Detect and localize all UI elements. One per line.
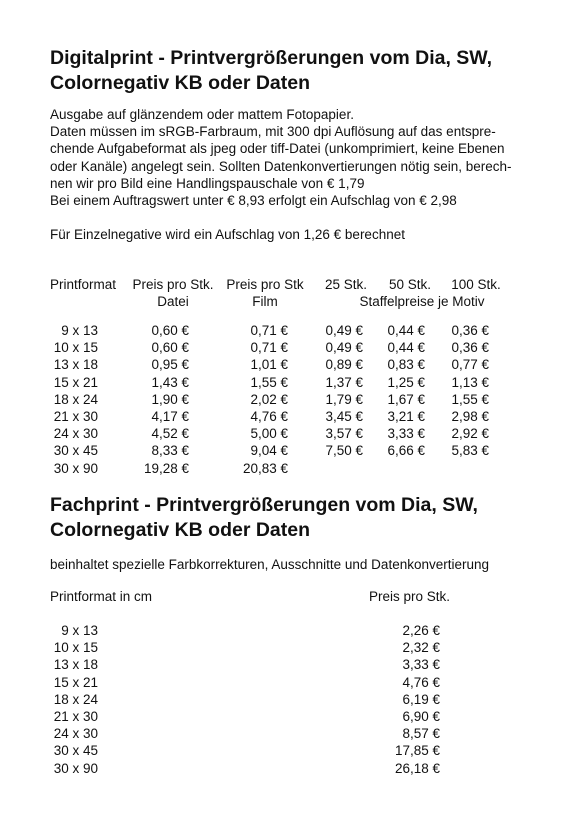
row-price-25: 0,49 € xyxy=(325,323,363,338)
fach-row-format: 10 x 15 xyxy=(53,640,98,656)
row-format: 21 x 30 xyxy=(53,409,98,424)
description-line: Bei einem Auftragswert unter € 8,93 erfolgt ein Aufschlag von € 2,98 xyxy=(50,193,457,209)
fach-row-price: 2,32 € xyxy=(402,640,440,656)
fach-header-price: Preis pro Stk. xyxy=(369,589,451,604)
row-price-film: 9,04 € xyxy=(250,443,288,459)
row-price-100: 2,98 € xyxy=(451,409,489,424)
fach-row-format: 30 x 90 xyxy=(53,760,98,776)
row-price-25: 3,57 € xyxy=(325,426,363,442)
row-price-datei: 4,52 € xyxy=(151,426,189,442)
row-price-film: 1,01 € xyxy=(250,357,288,373)
row-price-25: 1,79 € xyxy=(325,391,363,407)
fach-title-line2: Colornegativ KB oder Daten xyxy=(50,519,311,541)
digital-title-line2: Colornegativ KB oder Daten xyxy=(50,72,311,94)
row-format: 24 x 30 xyxy=(53,426,98,442)
fach-title-line1: Fachprint - Printvergrößerungen vom Dia, SW, xyxy=(50,494,478,516)
header-film-2: Film xyxy=(252,294,278,309)
row-price-25: 3,45 € xyxy=(325,409,363,424)
digital-note: Für Einzelnegative wird ein Aufschlag von 1,26 € berechnet xyxy=(50,227,405,242)
digital-description xyxy=(50,106,550,209)
description-line: nen wir pro Bild eine Handlingspauschale von € 1,79 xyxy=(50,175,365,191)
row-price-datei: 0,60 € xyxy=(151,323,189,338)
fach-description: beinhaltet spezielle Farbkorrekturen, Ausschnitte und Datenkonvertierung xyxy=(50,557,490,572)
fach-row-format: 21 x 30 xyxy=(53,709,98,724)
fach-row-price: 26,18 € xyxy=(394,760,440,776)
row-price-25: 1,37 € xyxy=(325,374,363,390)
header-film-1: Preis pro Stk xyxy=(226,277,304,292)
row-price-25: 0,49 € xyxy=(325,340,363,356)
row-price-datei: 19,28 € xyxy=(143,460,189,476)
row-price-film: 0,71 € xyxy=(250,323,288,338)
description-line: Ausgabe auf glänzendem oder mattem Fotopapier. xyxy=(50,107,354,122)
row-price-100: 0,77 € xyxy=(451,357,489,373)
row-price-film: 1,55 € xyxy=(250,374,288,390)
row-price-50: 0,44 € xyxy=(387,323,425,338)
row-price-50: 0,44 € xyxy=(387,340,425,356)
header-datei-2: Datei xyxy=(157,294,189,309)
row-price-100: 0,36 € xyxy=(451,340,489,356)
header-50: 50 Stk. xyxy=(388,277,432,292)
row-price-film: 20,83 € xyxy=(242,460,288,476)
row-price-25: 0,89 € xyxy=(325,357,363,373)
fach-row-price: 17,85 € xyxy=(394,743,440,759)
row-price-datei: 0,60 € xyxy=(151,340,189,356)
fach-row-price: 6,19 € xyxy=(402,691,440,707)
fach-row-price: 6,90 € xyxy=(402,709,440,724)
row-price-50: 3,21 € xyxy=(387,409,425,424)
header-staffel: Staffelpreise je Motiv xyxy=(359,294,485,309)
row-price-100: 0,36 € xyxy=(451,323,489,338)
fach-row-format: 30 x 45 xyxy=(53,743,98,759)
row-price-50: 0,83 € xyxy=(387,357,425,373)
row-price-film: 4,76 € xyxy=(250,409,288,424)
row-price-datei: 0,95 € xyxy=(151,357,189,373)
fach-row-price: 3,33 € xyxy=(402,657,440,673)
row-price-50: 6,66 € xyxy=(387,443,425,459)
row-price-100: 1,13 € xyxy=(451,374,489,390)
row-format: 13 x 18 xyxy=(53,357,98,373)
header-printformat: Printformat xyxy=(50,277,117,292)
row-price-50: 3,33 € xyxy=(387,426,425,442)
fach-row-format: 9 x 13 xyxy=(61,623,98,638)
fach-row-price: 4,76 € xyxy=(402,674,440,690)
fach-row-format: 15 x 21 xyxy=(53,674,98,690)
row-price-datei: 1,43 € xyxy=(151,374,189,390)
row-price-100: 1,55 € xyxy=(451,391,489,407)
header-25: 25 Stk. xyxy=(324,277,368,292)
fach-row-price: 2,26 € xyxy=(402,623,440,638)
row-format: 30 x 90 xyxy=(53,460,98,476)
row-price-25: 7,50 € xyxy=(325,443,363,459)
fach-row-price: 8,57 € xyxy=(402,726,440,742)
row-price-film: 0,71 € xyxy=(250,340,288,356)
fach-row-format: 13 x 18 xyxy=(53,657,98,673)
header-100: 100 Stk. xyxy=(451,277,501,292)
fach-row-format: 18 x 24 xyxy=(53,691,98,707)
row-price-film: 5,00 € xyxy=(250,426,288,442)
header-datei-1: Preis pro Stk. xyxy=(132,277,214,292)
digital-title-line1: Digitalprint - Printvergrößerungen vom Dia, SW, xyxy=(50,47,493,69)
row-price-datei: 1,90 € xyxy=(151,391,189,407)
row-format: 10 x 15 xyxy=(53,340,98,356)
fach-row-format: 24 x 30 xyxy=(53,726,98,742)
row-format: 18 x 24 xyxy=(53,391,98,407)
row-format: 9 x 13 xyxy=(61,323,98,338)
row-price-100: 5,83 € xyxy=(451,443,489,459)
row-price-50: 1,67 € xyxy=(387,391,425,407)
row-price-100: 2,92 € xyxy=(451,426,489,442)
row-price-datei: 4,17 € xyxy=(151,409,189,424)
description-line: Daten müssen im sRGB-Farbraum, mit 300 dpi Auflösung auf das entspre- xyxy=(50,124,496,140)
row-price-film: 2,02 € xyxy=(250,391,288,407)
row-format: 30 x 45 xyxy=(53,443,98,459)
fach-header-format: Printformat in cm xyxy=(50,589,153,604)
row-format: 15 x 21 xyxy=(53,374,98,390)
description-line: chende Aufgabeformat als jpeg oder tiff-Datei (unkomprimiert, keine Ebenen xyxy=(50,141,505,157)
row-price-datei: 8,33 € xyxy=(151,443,189,459)
row-price-50: 1,25 € xyxy=(387,374,425,390)
description-line: oder Kanäle) angelegt sein. Sollten Datenkonvertierungen nötig sein, berech- xyxy=(50,158,512,174)
